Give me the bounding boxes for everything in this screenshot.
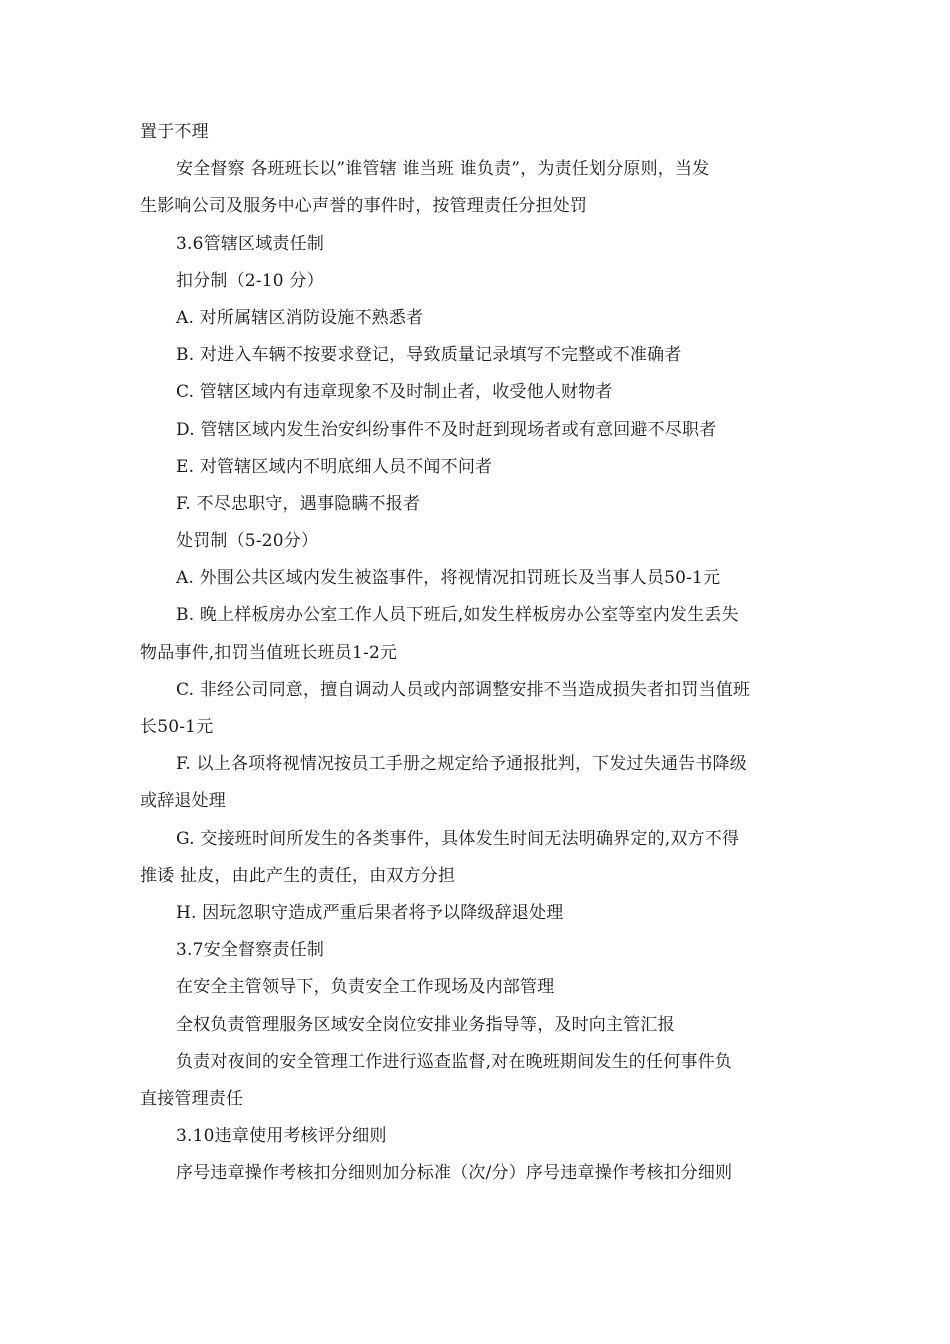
list-item: G. 交接班时间所发生的各类事件，具体发生时间无法明确界定的,双方不得: [176, 828, 740, 849]
list-item: A. 对所属辖区消防设施不熟悉者: [176, 307, 424, 328]
text-line: 在安全主管领导下，负责安全工作现场及内部管理: [176, 977, 555, 998]
section-heading: 3.10违章使用考核评分细则: [176, 1126, 387, 1147]
list-item: B. 对进入车辆不按要求登记，导致质量记录填写不完整或不准确者: [176, 345, 682, 366]
list-item: D. 管辖区域内发生治安纠纷事件不及时赶到现场者或有意回避不尽职者: [176, 419, 717, 440]
text-line: 序号违章操作考核扣分细则加分标准（次/分）序号违章操作考核扣分细则: [176, 1163, 733, 1184]
list-item-continuation: 长50-1元: [140, 717, 214, 737]
text-line: 生影响公司及服务中心声誉的事件时，按管理责任分担处罚: [140, 196, 588, 217]
section-heading: 3.6管辖区域责任制: [176, 233, 325, 254]
text-line: 全权负责管理服务区域安全岗位安排业务指导等，及时向主管汇报: [176, 1014, 675, 1035]
subheading: 处罚制（5-20分）: [176, 531, 319, 552]
document-body: [140, 114, 820, 1192]
list-item-continuation: 物品事件,扣罚当值班长班员1-2元: [140, 642, 398, 663]
text-line: 直接管理责任: [140, 1088, 244, 1109]
list-item: F. 不尽忠职守，遇事隐瞒不报者: [176, 493, 421, 514]
text-line: 置于不理: [140, 122, 209, 142]
list-item: F. 以上各项将视情况按员工手册之规定给予通报批判，下发过失通告书降级: [176, 754, 747, 775]
text-line: 安全督察 各班班长以”谁管辖 谁当班 谁负责”，为责任划分原则，当发: [176, 159, 710, 180]
list-item: A. 外围公共区域内发生被盗事件，将视情况扣罚班长及当事人员50-1元: [176, 568, 721, 589]
list-item-continuation: 或辞退处理: [140, 791, 226, 812]
list-item-continuation: 推诿 扯皮，由此产生的责任，由双方分担: [140, 865, 456, 886]
list-item: H. 因玩忽职守造成严重后果者将予以降级辞退处理: [176, 902, 564, 923]
list-item: E. 对管辖区域内不明底细人员不闻不问者: [176, 456, 493, 477]
text-line: 负责对夜间的安全管理工作进行巡查监督,对在晚班期间发生的任何事件负: [176, 1051, 733, 1072]
list-item: B. 晚上样板房办公室工作人员下班后,如发生样板房办公室等室内发生丢失: [176, 605, 739, 626]
subheading: 扣分制（2-10 分）: [176, 270, 324, 291]
section-heading: 3.7安全督察责任制: [176, 940, 325, 961]
list-item: C. 非经公司同意，擅自调动人员或内部调整安排不当造成损失者扣罚当值班: [176, 679, 751, 700]
list-item: C. 管辖区域内有违章现象不及时制止者，收受他人财物者: [176, 382, 613, 403]
